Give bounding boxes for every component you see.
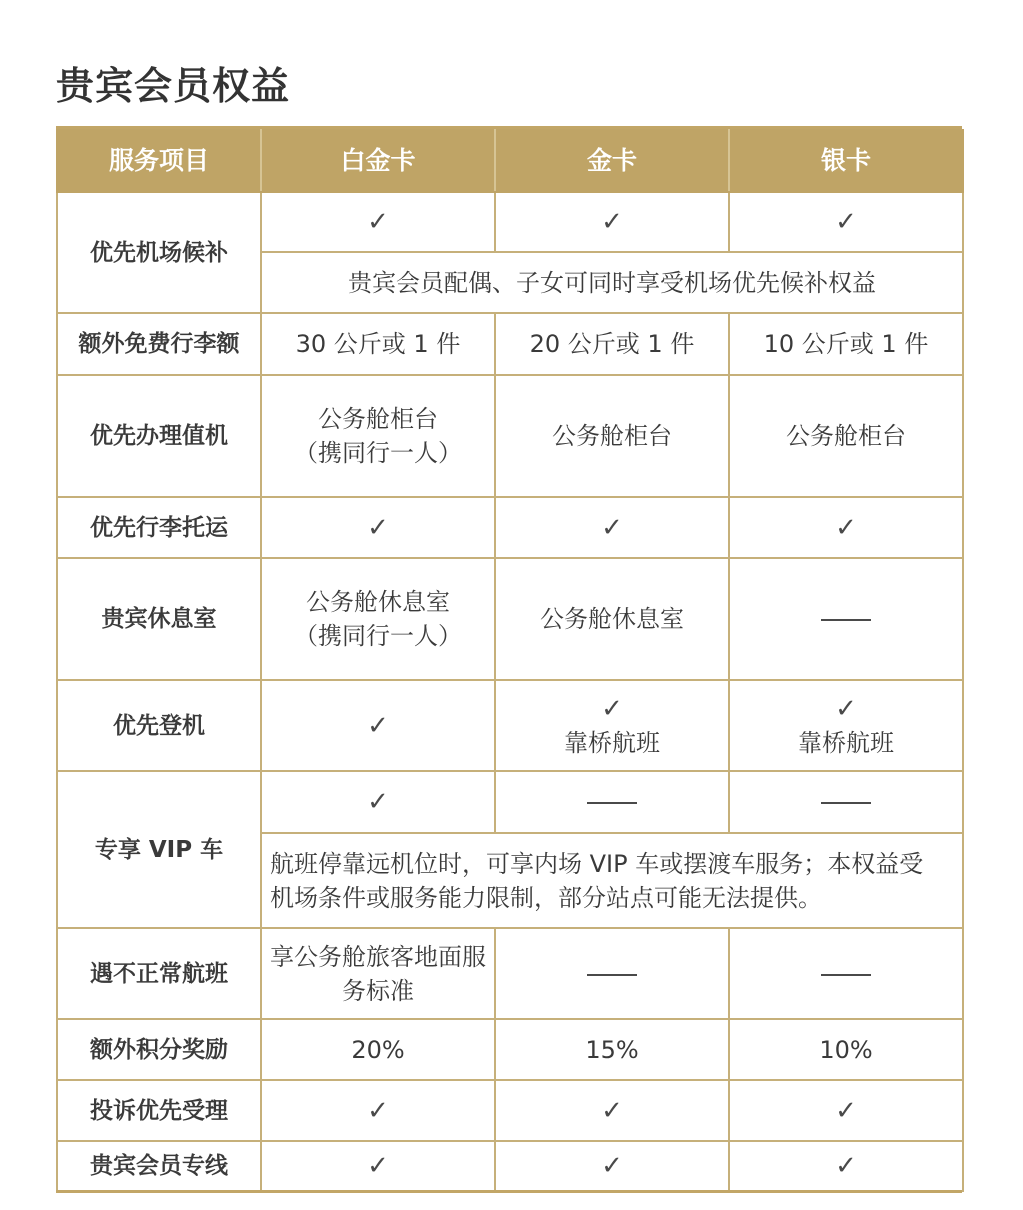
dash-icon: [821, 619, 871, 621]
cell-line: 靠桥航班: [798, 728, 894, 757]
cell-platinum: [261, 192, 495, 252]
check-icon: ✓: [367, 512, 389, 543]
table-row: [57, 497, 963, 558]
cell-platinum: 30 公斤或 1 件: [261, 313, 495, 375]
table-row: [57, 680, 963, 771]
row-label-extra-baggage: 额外免费行李额: [57, 313, 261, 375]
cell-gold: 公务舱休息室: [495, 558, 729, 680]
row-label-extra-points: 额外积分奖励: [57, 1019, 261, 1080]
cell-platinum: [261, 497, 495, 558]
note-line: 航班停靠远机位时，可享内场 VIP 车或摆渡车服务；本权益受: [270, 849, 924, 878]
cell-line: （携同行一人）: [294, 622, 462, 650]
row-label-priority-boarding: 优先登机: [57, 680, 261, 771]
cell-silver: 10%: [729, 1019, 963, 1080]
table-row: [57, 771, 963, 833]
cell-gold: 15%: [495, 1019, 729, 1080]
cell-gold: [495, 1141, 729, 1191]
check-icon: ✓: [835, 512, 857, 543]
cell-platinum: [261, 375, 495, 497]
table-row: [57, 928, 963, 1019]
header-platinum-card: 白金卡: [261, 130, 495, 192]
row-label-vip-hotline: 贵宾会员专线: [57, 1141, 261, 1191]
cell-silver: [729, 771, 963, 833]
cell-gold: 20 公斤或 1 件: [495, 313, 729, 375]
table-row: [57, 1080, 963, 1141]
cell-silver: [729, 558, 963, 680]
check-icon: ✓: [835, 207, 857, 237]
dash-icon: [821, 974, 871, 976]
table-row: [57, 1019, 963, 1080]
cell-line: 享公务舱旅客地面服: [270, 942, 486, 971]
cell-platinum: [261, 771, 495, 833]
cell-line: 靠桥航班: [564, 728, 660, 757]
check-icon: ✓: [835, 1095, 857, 1126]
header-gold-card: 金卡: [495, 130, 729, 192]
cell-line: （携同行一人）: [294, 439, 462, 467]
row-label-lounge: 贵宾休息室: [57, 558, 261, 680]
note-vip-car: [261, 833, 963, 928]
row-label-priority-checkin: 优先办理值机: [57, 375, 261, 497]
row-label-irregular-flight: 遇不正常航班: [57, 928, 261, 1019]
row-label-priority-baggage: 优先行李托运: [57, 497, 261, 558]
table-header-row: [57, 130, 963, 192]
check-icon: ✓: [367, 1151, 389, 1181]
table-row: [57, 1141, 963, 1191]
bottom-divider: [56, 1190, 962, 1193]
cell-silver: [729, 1141, 963, 1191]
cell-platinum: [261, 680, 495, 771]
cell-line: 公务舱柜台: [318, 405, 438, 433]
check-icon: ✓: [835, 1151, 857, 1181]
cell-gold: [495, 497, 729, 558]
cell-gold: [495, 192, 729, 252]
header-service-item: 服务项目: [57, 130, 261, 192]
table-row: [57, 375, 963, 497]
benefits-table: [56, 129, 964, 1192]
dash-icon: [587, 974, 637, 976]
row-label-priority-complaint: 投诉优先受理: [57, 1080, 261, 1141]
check-icon: ✓: [367, 710, 389, 741]
check-icon: ✓: [601, 1151, 623, 1181]
dash-icon: [587, 802, 637, 804]
check-icon: ✓: [601, 512, 623, 543]
cell-gold: 公务舱柜台: [495, 375, 729, 497]
cell-silver: [729, 497, 963, 558]
cell-gold: [495, 1080, 729, 1141]
cell-gold: [495, 771, 729, 833]
cell-silver: [729, 192, 963, 252]
note-priority-standby: 贵宾会员配偶、子女可同时享受机场优先候补权益: [261, 252, 963, 313]
note-line: 机场条件或服务能力限制，部分站点可能无法提供。: [270, 883, 822, 912]
cell-platinum: [261, 1080, 495, 1141]
cell-silver: [729, 1080, 963, 1141]
check-icon: ✓: [601, 1095, 623, 1126]
check-icon: ✓: [367, 207, 389, 237]
cell-silver: [729, 680, 963, 771]
table-row: [57, 192, 963, 252]
check-icon: ✓: [367, 1095, 389, 1126]
table-row: [57, 558, 963, 680]
header-silver-card: 银卡: [729, 130, 963, 192]
cell-platinum: 20%: [261, 1019, 495, 1080]
row-label-vip-car: 专享 VIP 车: [57, 771, 261, 928]
cell-platinum: [261, 1141, 495, 1191]
cell-line: 务标准: [342, 976, 414, 1005]
check-icon: ✓: [835, 693, 857, 724]
check-icon: ✓: [601, 693, 623, 724]
cell-gold: [495, 928, 729, 1019]
dash-icon: [821, 802, 871, 804]
row-label-priority-standby: 优先机场候补: [57, 192, 261, 313]
table-row: [57, 313, 963, 375]
check-icon: ✓: [601, 207, 623, 237]
cell-platinum: [261, 558, 495, 680]
cell-silver: [729, 928, 963, 1019]
cell-gold: [495, 680, 729, 771]
cell-platinum: [261, 928, 495, 1019]
check-icon: ✓: [367, 787, 389, 817]
page-title: 贵宾会员权益: [56, 64, 291, 108]
cell-silver: 公务舱柜台: [729, 375, 963, 497]
cell-line: 公务舱休息室: [306, 588, 450, 616]
cell-silver: 10 公斤或 1 件: [729, 313, 963, 375]
